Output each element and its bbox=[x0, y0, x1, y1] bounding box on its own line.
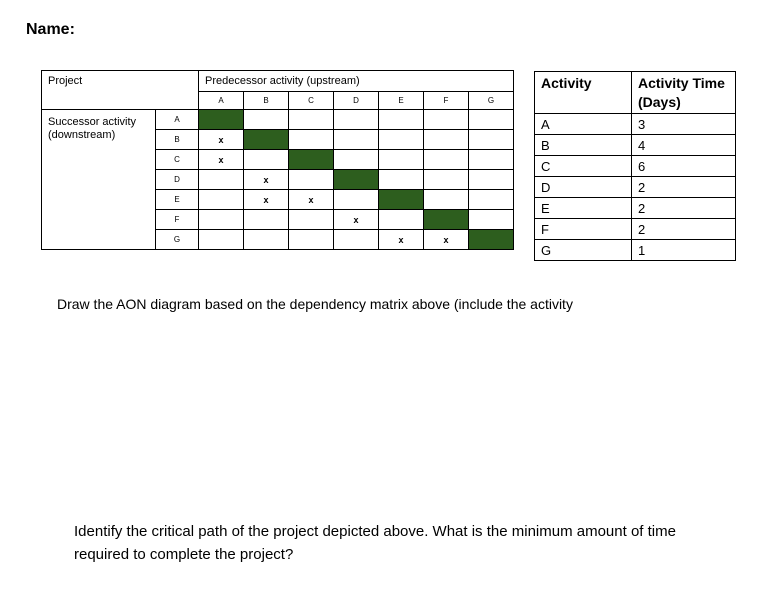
dependency-cell bbox=[379, 150, 424, 170]
dependency-cell bbox=[289, 130, 334, 150]
dependency-cell bbox=[469, 170, 514, 190]
dependency-cell bbox=[334, 230, 379, 250]
dependency-cell bbox=[244, 210, 289, 230]
diagonal-filled-cell bbox=[199, 110, 244, 130]
dependency-cell bbox=[469, 190, 514, 210]
aon-instruction: Draw the AON diagram based on the dependency matrix above (include the activity bbox=[57, 296, 573, 312]
successor-row-header: B bbox=[156, 130, 199, 150]
matrix-row bbox=[42, 110, 514, 130]
activity-time-row bbox=[535, 135, 736, 156]
dependency-cell: x bbox=[244, 170, 289, 190]
dependency-cell bbox=[424, 150, 469, 170]
dependency-matrix bbox=[41, 70, 514, 250]
activity-cell: A bbox=[535, 114, 632, 135]
dependency-cell bbox=[379, 210, 424, 230]
dependency-cell bbox=[199, 230, 244, 250]
successor-row-header: E bbox=[156, 190, 199, 210]
dependency-cell bbox=[469, 130, 514, 150]
dependency-cell bbox=[199, 170, 244, 190]
activity-cell: E bbox=[535, 198, 632, 219]
dependency-cell: x bbox=[334, 210, 379, 230]
dependency-cell bbox=[199, 190, 244, 210]
diagonal-filled-cell bbox=[334, 170, 379, 190]
dependency-cell bbox=[289, 170, 334, 190]
predecessor-column-header: A bbox=[199, 92, 244, 110]
activity-time-cell: 1 bbox=[632, 240, 736, 261]
dependency-cell: x bbox=[199, 130, 244, 150]
activity-time-row bbox=[535, 177, 736, 198]
critical-path-question bbox=[74, 520, 724, 566]
dependency-cell bbox=[289, 230, 334, 250]
activity-cell: D bbox=[535, 177, 632, 198]
activity-time-row bbox=[535, 219, 736, 240]
successor-label bbox=[42, 110, 156, 250]
successor-label-line2: (downstream) bbox=[48, 129, 116, 141]
dependency-cell bbox=[424, 190, 469, 210]
dependency-cell bbox=[424, 130, 469, 150]
name-label: Name: bbox=[26, 21, 75, 38]
activity-time-row bbox=[535, 156, 736, 177]
predecessor-label: Predecessor activity (upstream) bbox=[199, 71, 514, 92]
activity-cell: F bbox=[535, 219, 632, 240]
successor-label-line1: Successor activity bbox=[48, 116, 137, 128]
critical-path-question-line2: required to complete the project? bbox=[74, 546, 294, 563]
activity-time-row bbox=[535, 240, 736, 261]
successor-row-header: D bbox=[156, 170, 199, 190]
dependency-cell bbox=[244, 230, 289, 250]
activity-time-header-line2: (Days) bbox=[638, 94, 681, 110]
dependency-cell bbox=[244, 110, 289, 130]
activity-time-cell: 2 bbox=[632, 177, 736, 198]
dependency-cell bbox=[334, 130, 379, 150]
activity-time-row bbox=[535, 114, 736, 135]
project-label: Project bbox=[42, 71, 199, 110]
dependency-cell: x bbox=[424, 230, 469, 250]
predecessor-column-header: F bbox=[424, 92, 469, 110]
activity-cell: G bbox=[535, 240, 632, 261]
dependency-cell: x bbox=[379, 230, 424, 250]
diagonal-filled-cell bbox=[379, 190, 424, 210]
activity-cell: C bbox=[535, 156, 632, 177]
dependency-cell bbox=[334, 150, 379, 170]
dependency-cell bbox=[424, 170, 469, 190]
predecessor-column-header: E bbox=[379, 92, 424, 110]
dependency-cell bbox=[469, 210, 514, 230]
dependency-cell bbox=[334, 110, 379, 130]
activity-time-table bbox=[534, 71, 736, 261]
activity-time-cell: 2 bbox=[632, 219, 736, 240]
dependency-cell bbox=[379, 170, 424, 190]
activity-cell: B bbox=[535, 135, 632, 156]
dependency-cell bbox=[334, 190, 379, 210]
predecessor-column-header: G bbox=[469, 92, 514, 110]
dependency-cell bbox=[244, 150, 289, 170]
dependency-cell bbox=[379, 130, 424, 150]
diagonal-filled-cell bbox=[244, 130, 289, 150]
dependency-cell: x bbox=[244, 190, 289, 210]
diagonal-filled-cell bbox=[424, 210, 469, 230]
predecessor-column-header: C bbox=[289, 92, 334, 110]
dependency-cell bbox=[289, 210, 334, 230]
activity-time-cell: 4 bbox=[632, 135, 736, 156]
dependency-cell bbox=[424, 110, 469, 130]
diagonal-filled-cell bbox=[469, 230, 514, 250]
predecessor-column-header: B bbox=[244, 92, 289, 110]
activity-time-header bbox=[632, 72, 736, 114]
dependency-cell bbox=[379, 110, 424, 130]
predecessor-column-header: D bbox=[334, 92, 379, 110]
dependency-cell bbox=[289, 110, 334, 130]
successor-row-header: G bbox=[156, 230, 199, 250]
activity-time-row bbox=[535, 198, 736, 219]
dependency-cell: x bbox=[289, 190, 334, 210]
activity-time-cell: 2 bbox=[632, 198, 736, 219]
successor-row-header: C bbox=[156, 150, 199, 170]
activity-time-cell: 3 bbox=[632, 114, 736, 135]
critical-path-question-line1: Identify the critical path of the project depicted above. What is the minimum amount of time bbox=[74, 523, 676, 540]
activity-header: Activity bbox=[535, 72, 632, 114]
dependency-cell bbox=[469, 150, 514, 170]
activity-time-header-line1: Activity Time bbox=[638, 75, 725, 91]
dependency-cell bbox=[469, 110, 514, 130]
successor-row-header: F bbox=[156, 210, 199, 230]
diagonal-filled-cell bbox=[289, 150, 334, 170]
activity-time-cell: 6 bbox=[632, 156, 736, 177]
dependency-cell bbox=[199, 210, 244, 230]
successor-row-header: A bbox=[156, 110, 199, 130]
dependency-cell: x bbox=[199, 150, 244, 170]
